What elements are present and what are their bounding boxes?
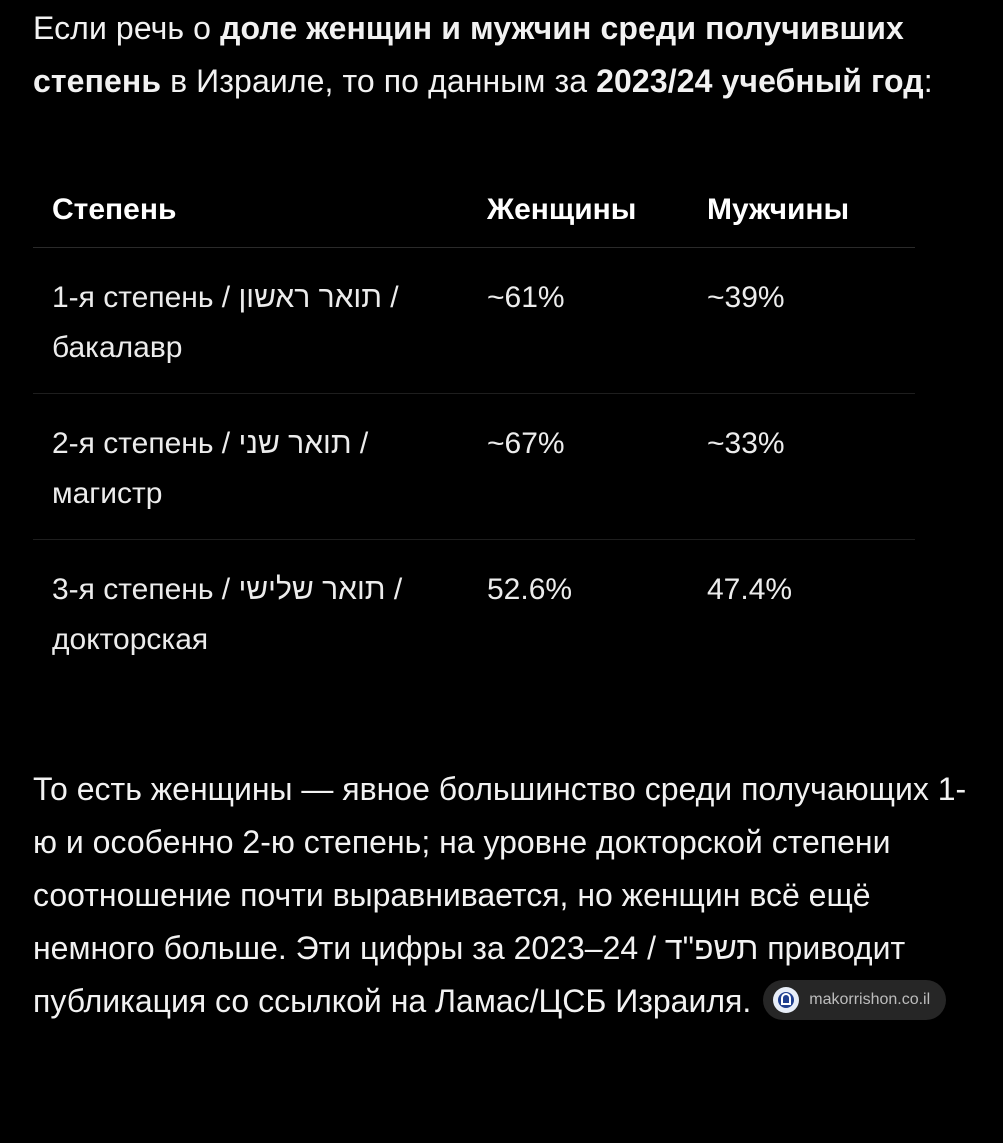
degree-cell: 2-я степень / תואר שני / магистр xyxy=(52,427,369,510)
message-content xyxy=(33,0,973,1028)
table-row xyxy=(33,394,915,540)
intro-bold-share: доле женщин и мужчин среди получивших степень xyxy=(33,10,904,99)
table-header-row xyxy=(33,172,915,248)
table-row xyxy=(33,248,915,394)
women-share-cell: ~61% xyxy=(487,281,565,314)
men-share-cell: ~33% xyxy=(707,427,785,460)
summary-paragraph xyxy=(33,763,973,1028)
makor-rishon-logo-icon xyxy=(773,987,799,1013)
intro-text-3: : xyxy=(923,63,933,99)
summary-text: То есть женщины — явное большинство среди получающих 1-ю и особенно 2-ю степень; на уровне докторской степени соотношение почти выравнивается, но женщин всё ещё немного больше. Эти цифры за 2023–24 / תשפ"ד приводит публикация со ссылкой на Ламас/ЦСБ Израиля. xyxy=(33,771,967,1019)
women-share-cell: 52.6% xyxy=(487,573,573,606)
intro-bold-year: 2023/24 учебный год xyxy=(596,63,924,99)
source-label: makorrishon.co.il xyxy=(809,990,931,1008)
intro-paragraph xyxy=(33,0,973,108)
degree-cell: 3-я степень / תואר שלישי / докторская xyxy=(52,573,403,656)
degrees-table xyxy=(33,172,915,685)
header-degree: Степень xyxy=(52,192,177,226)
women-share-cell: ~67% xyxy=(487,427,565,460)
table-row xyxy=(33,540,915,685)
header-women: Женщины xyxy=(487,192,637,226)
degree-cell: 1-я степень / תואר ראשון / бакалавр xyxy=(52,281,399,364)
intro-text-1: Если речь о xyxy=(33,10,221,46)
men-share-cell: 47.4% xyxy=(707,573,793,606)
header-men: Мужчины xyxy=(707,192,850,226)
source-citation-chip[interactable] xyxy=(763,980,946,1020)
men-share-cell: ~39% xyxy=(707,281,785,314)
intro-text-2: в Израиле, то по данным за xyxy=(161,63,597,99)
